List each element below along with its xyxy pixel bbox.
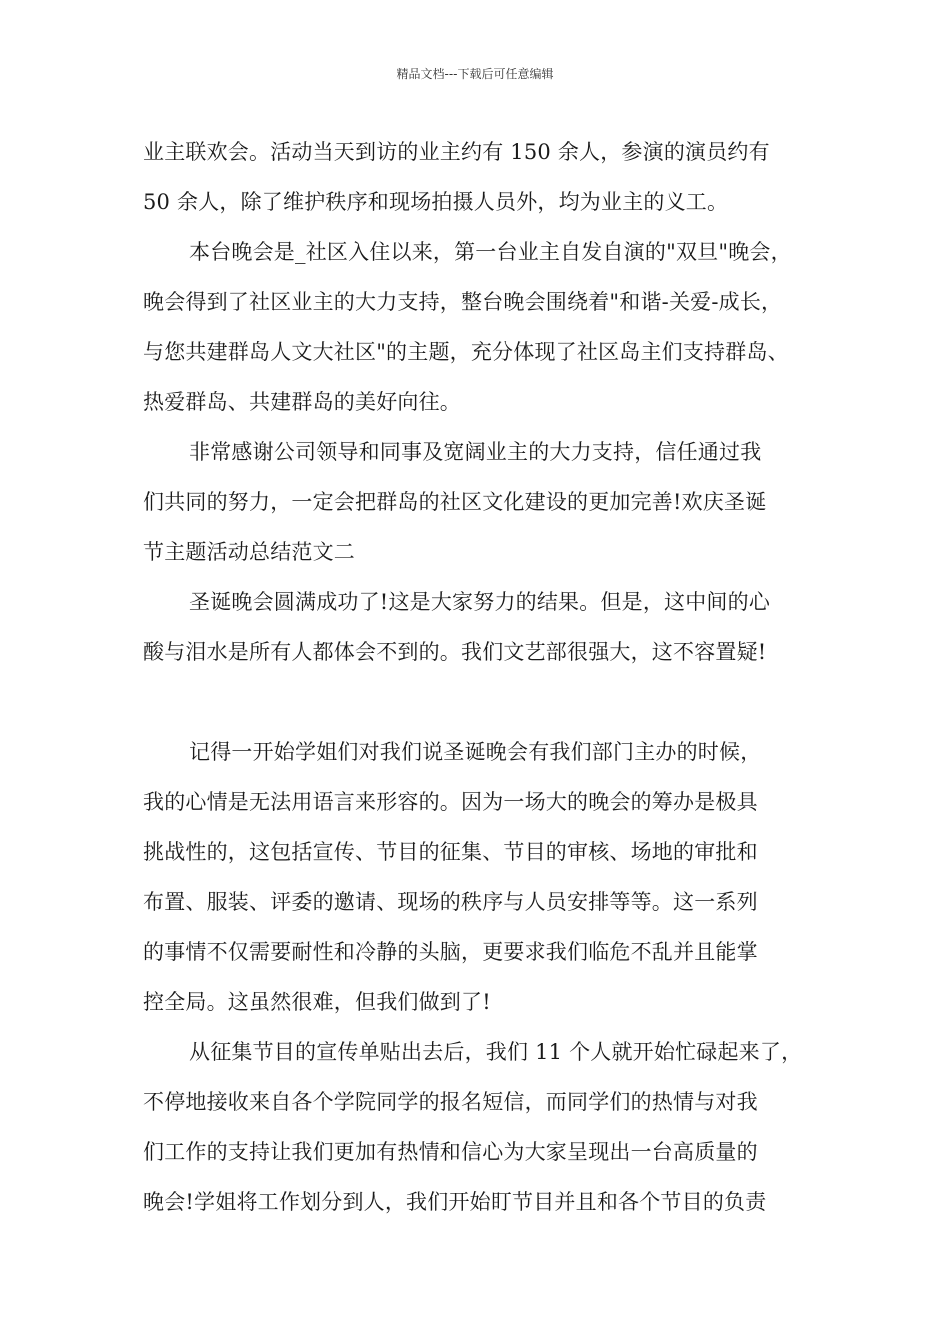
text-line: 热爱群岛、共建群岛的美好向往。 xyxy=(143,390,461,414)
text-line: 我的心情是无法用语言来形容的。因为一场大的晚会的筹办是极具 xyxy=(143,790,758,814)
text-line: 业主联欢会。活动当天到访的业主约有 150 余人，参演的演员约有 xyxy=(143,140,770,164)
text-line: 控全局。这虽然很难，但我们做到了! xyxy=(143,990,491,1014)
paragraph-start: 从征集节目的宣传单贴出去后，我们 11 个人就开始忙碌起来了， xyxy=(189,1040,803,1064)
paragraph-start: 记得一开始学姐们对我们说圣诞晚会有我们部门主办的时候， xyxy=(189,740,762,764)
paragraph-start: 本台晚会是_社区入住以来，第一台业主自发自演的"双旦"晚会， xyxy=(189,240,792,264)
paragraph-start: 非常感谢公司领导和同事及宽阔业主的大力支持，信任通过我 xyxy=(189,440,762,464)
text-line: 晚会得到了社区业主的大力支持，整台晚会围绕着"和谐-关爱-成长， xyxy=(143,290,783,314)
text-line: 们共同的努力，一定会把群岛的社区文化建设的更加完善!欢庆圣诞 xyxy=(143,490,767,514)
text-line: 挑战性的，这包括宣传、节目的征集、节目的审核、场地的审批和 xyxy=(143,840,758,864)
document-body xyxy=(143,127,813,1227)
page-header: 精品文档---下载后可任意编辑 xyxy=(396,67,554,81)
blank-line xyxy=(143,677,813,727)
text-line: 与您共建群岛人文大社区"的主题，充分体现了社区岛主们支持群岛、 xyxy=(143,340,789,364)
text-line: 节主题活动总结范文二 xyxy=(143,540,355,564)
text-line: 不停地接收来自各个学院同学的报名短信，而同学们的热情与对我 xyxy=(143,1090,758,1114)
text-line: 晚会!学姐将工作划分到人，我们开始盯节目并且和各个节目的负责 xyxy=(143,1190,767,1214)
text-line: 布置、服装、评委的邀请、现场的秩序与人员安排等等。这一系列 xyxy=(143,890,758,914)
paragraph-start: 圣诞晚会圆满成功了!这是大家努力的结果。但是，这中间的心 xyxy=(189,590,771,614)
text-line: 的事情不仅需要耐性和冷静的头脑，更要求我们临危不乱并且能掌 xyxy=(143,940,758,964)
text-line: 50 余人，除了维护秩序和现场拍摄人员外，均为业主的义工。 xyxy=(143,190,729,214)
text-line: 酸与泪水是所有人都体会不到的。我们文艺部很强大，这不容置疑! xyxy=(143,640,767,664)
text-line: 们工作的支持让我们更加有热情和信心为大家呈现出一台高质量的 xyxy=(143,1140,758,1164)
